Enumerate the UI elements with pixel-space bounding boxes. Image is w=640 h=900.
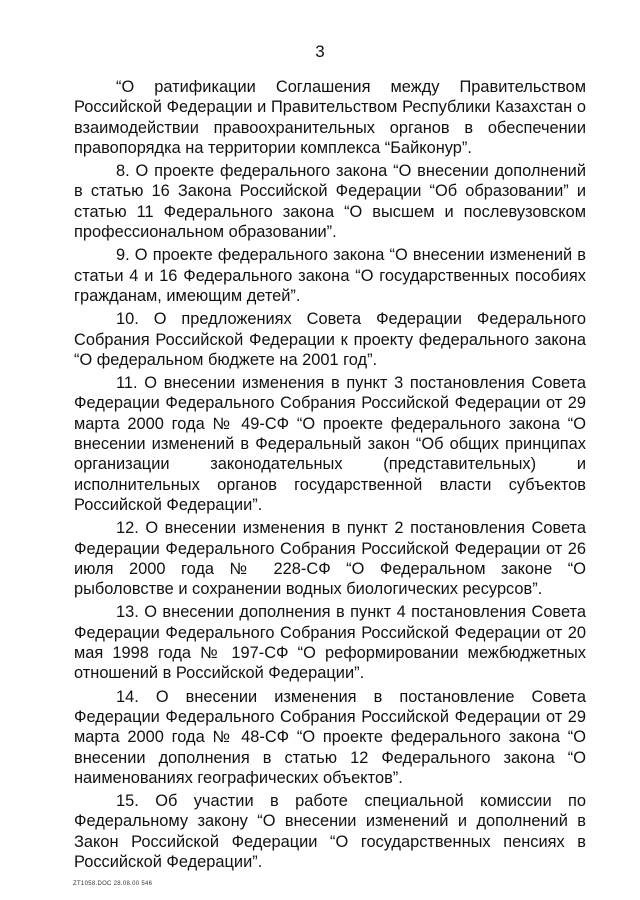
agenda-item-11: 11. О внесении изменения в пункт 3 постановления Совета Федерации Федерального Собрания Российской Федерации от 29 марта 2000 года № 49-СФ “О проекте федерального закона “О внесении изменений в Федеральный закон “Об общих принципах организации законодательных (представительных) и исполнительных органов государственной власти субъектов Российской Федерации”. — [74, 374, 586, 514]
page-number: 3 — [315, 42, 325, 61]
agenda-item-10: 10. О предложениях Совета Федерации Федерального Собрания Российской Федерации к проекту федерального закона “О федеральном бюджете на 2001 год”. — [74, 310, 586, 369]
agenda-body — [74, 77, 586, 875]
agenda-item-8: 8. О проекте федерального закона “О внесении дополнений в статью 16 Закона Российской Федерации “Об образовании” и статью 11 Федерального закона “О высшем и послевузовском профессиональном образовании”. — [74, 162, 586, 242]
agenda-item-13: 13. О внесении дополнения в пункт 4 постановления Совета Федерации Федерального Собрания Российской Федерации от 20 мая 1998 года № 197-СФ “О реформировании межбюджетных отношений в Российской Федерации”. — [74, 603, 586, 683]
file-footer: ZT1058.DOC 28.08.00 546 — [73, 881, 153, 887]
agenda-item-15: 15. Об участии в работе специальной комиссии по Федеральному закону “О внесении изменений и дополнений в Закон Российской Федерации “О государственных пенсиях в Российской Федерации”. — [74, 792, 586, 871]
agenda-item-14: 14. О внесении изменения в постановление Совета Федерации Федерального Собрания Российской Федерации от 29 марта 2000 года № 48-СФ “О проекте федерального закона “О внесении дополнения в статью 12 Федерального закона “О наименованиях географических объектов”. — [74, 687, 586, 787]
agenda-item-12: 12. О внесении изменения в пункт 2 постановления Совета Федерации Федерального Собрания Российской Федерации от 26 июля 2000 года № 228-СФ “О Федеральном законе “О рыболовстве и сохранении водных биологических ресурсов”. — [74, 519, 586, 599]
agenda-item-9: 9. О проекте федерального закона “О внесении изменений в статьи 4 и 16 Федерального закона “О государственных пособиях гражданам, имеющим детей”. — [74, 246, 586, 305]
agenda-item-7-continuation: “О ратификации Соглашения между Правительством Российской Федерации и Правительством Республики Казахстан о взаимодействии правоохранительных органов в обеспечении правопорядка на территории комплекса “Байконур”. — [74, 78, 586, 157]
